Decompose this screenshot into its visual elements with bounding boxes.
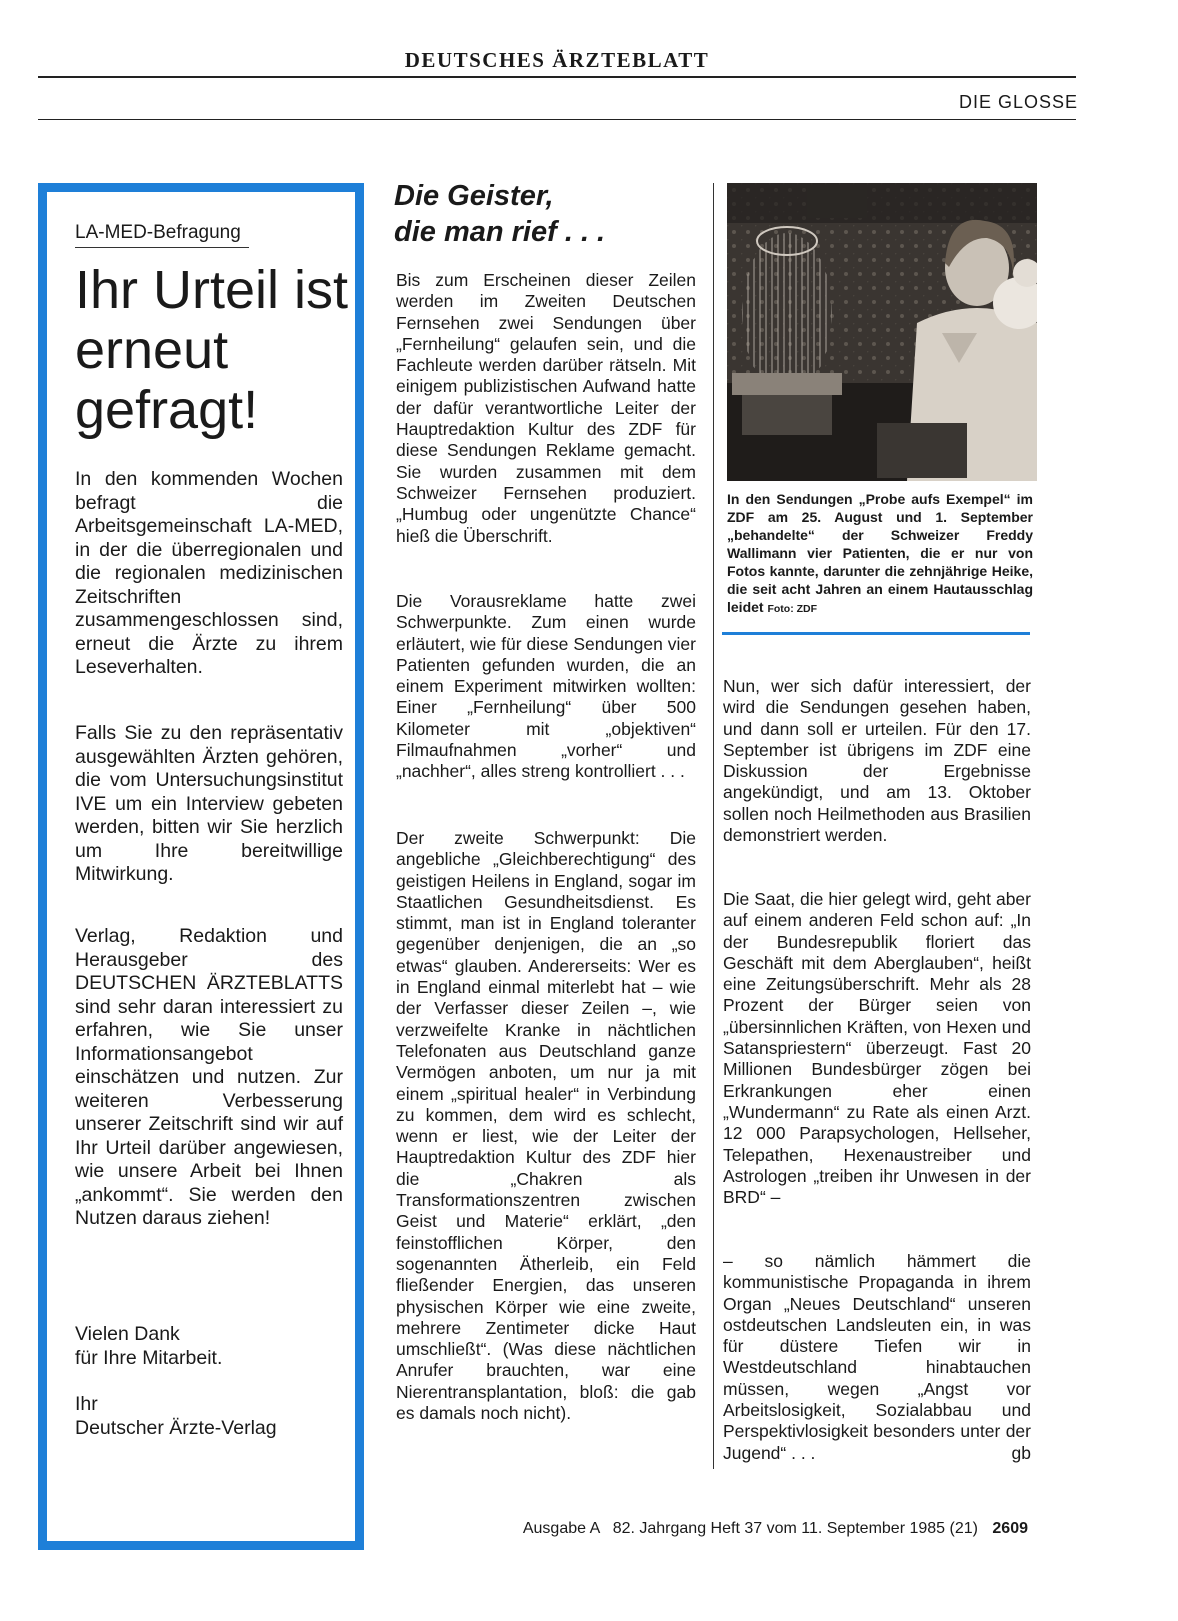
- article-title-line-2: die man rief . . .: [394, 216, 606, 248]
- article-paragraph-6-text: – so nämlich hämmert die kommunistische Propaganda in ihrem Organ „Neues Deutschland“ unseren ostdeutschen Landsleuten ein, in was für düstere Tiefen wir in Westdeutschland hinabtauchen müssen, wegen „Angst vor Arbeitslosigkeit, Sozialabbau und Perspektivlosigkeit besonders unter der Jugend“ . . .: [723, 1251, 1031, 1463]
- box-thanks: [75, 1323, 343, 1370]
- issue-info: Ausgabe A 82. Jahrgang Heft 37 vom 11. September 1985 (21): [522, 1520, 978, 1537]
- box-kicker: LA-MED-Befragung: [75, 222, 249, 248]
- article-paragraph-1: Bis zum Erscheinen dieser Zeilen werden im Zweiten Deutschen Fernsehen zwei Sendungen über „Fernheilung“ gelaufen sein, und die Fachleute werden darüber rätseln. Mit einigem publizistischen Aufwand hatte der dafür verantwortliche Leiter der Hauptredaktion Kultur des ZDF für diese Sendungen Reklame gemacht. Sie wurden zusammen mit dem Schweizer Fernsehen produziert. „Humbug oder ungenützte Chance“ hieß die Überschrift.: [396, 270, 696, 546]
- masthead: DEUTSCHES ÄRZTEBLATT: [404, 48, 710, 72]
- article-paragraph-6: [723, 1251, 1031, 1464]
- lamed-notice-box: [38, 183, 364, 1550]
- section-rule: [38, 119, 1076, 120]
- article-paragraph-4: Nun, wer sich dafür interessiert, der wird die Sendungen gesehen haben, und dann soll er urteilen. Für den 17. September ist übrigens im ZDF eine Diskussion der Ergebnisse angekündigt, und am 13. Oktober sollen noch Heilmethoden aus Brasilien demonstriert werden.: [723, 676, 1031, 846]
- article-photo: [727, 183, 1037, 481]
- article-paragraph-3: Der zweite Schwerpunkt: Die angebliche „Gleichberechtigung“ des geistigen Heilens in England, sogar im Staatlichen Gesundheitsdienst. Es stimmt, man ist in England toleranter gegenüber denjenigen, die an „so etwas“ glauben. Andererseits: Wer es in England einmal miterlebt hat – wie der Verfasser dieser Zeilen –, wie verzweifelte Kranke in nächtlichen Telefonaten aus Deutschland ganze Vermögen anboten, um nur ja mit einem „spiritual healer“ in Verbindung zu kommen, dem wird es schlecht, wenn er liest, wie der Leiter der Hauptredaktion Kultur des ZDF hier die „Chakren als Transformationszentren zwischen Geist und Materie“ erklärt, „den feinstofflichen Körper, den sogenannten Ätherleib, ein Feld fließender Energien, das unseren physischen Körper wie eine zweite, mehrere Zentimeter dicke Haut umschließt“. (Was diese nächtlichen Anrufer brauchten, war eine Nierentransplantation, bloß: die gab es damals noch nicht).: [396, 828, 696, 1424]
- box-signature: [75, 1393, 343, 1440]
- thanks-line-2: für Ihre Mitarbeit.: [75, 1346, 223, 1369]
- article-title-line-1: Die Geister,: [394, 180, 554, 212]
- caption-text: In den Sendungen „Probe aufs Exempel“ im ZDF am 25. August und 1. September „behandelte“ der Schweizer Freddy Wallimann vier Patienten, die er nur von Fotos kannte, darunter die zehnjährige Heike, die seit acht Jahren an einem Hautausschlag leidet: [727, 491, 1033, 615]
- box-paragraph-3: Verlag, Redaktion und Herausgeber des DEUTSCHEN ÄRZTEBLATTS sind sehr daran interessiert zu erfahren, wie Sie unser Informationsangebot einschätzen und nutzen. Zur weiteren Verbesserung unserer Zeitschrift sind wir auf Ihr Urteil darüber angewiesen, wie unsere Arbeit bei Ihnen „ankommt“. Sie werden den Nutzen daraus ziehen!: [75, 925, 343, 1229]
- signature-line-1: Ihr: [75, 1393, 98, 1415]
- masthead-rule: [38, 76, 1076, 78]
- page-footer: [523, 1520, 1028, 1538]
- article-paragraph-5: Die Saat, die hier gelegt wird, geht aber auf einem anderen Feld schon auf: „In der Bundesrepublik floriert das Geschäft mit dem Aberglauben“, heißt eine Zeitungsüberschrift. Mehr als 28 Prozent der Bürger seien von „übersinnlichen Kräften, von Hexen und Satanspriestern“ überzeugt. Fast 20 Millionen Bundesbürger zögen bei Erkrankungen eher einen „Wundermann“ zu Rate als einen Arzt. 12 000 Parapsychologen, Hellseher, Telepathen, Hexenaustreiber und Astrologen „treiben ihr Unwesen in der BRD“ –: [723, 889, 1031, 1208]
- photo-caption: [727, 490, 1033, 618]
- article-title: [394, 178, 605, 250]
- article-paragraph-2: Die Vorausreklame hatte zwei Schwerpunkte. Zum einen wurde erläutert, wie für diese Sendungen vier Patienten gefunden wurden, die an einem Experiment mitwirken wollten: Einer „Fernheilung“ über 500 Kilometer mit „objektiven“ Filmaufnahmen „vorher“ und „nachher“, alles streng kontrolliert . . .: [396, 591, 696, 782]
- signature-line-2: Deutscher Ärzte-Verlag: [75, 1416, 277, 1439]
- column-divider: [713, 183, 714, 1469]
- photo-credit: Foto: ZDF: [767, 603, 818, 615]
- thanks-line-1: Vielen Dank: [75, 1323, 180, 1345]
- box-paragraph-2: Falls Sie zu den repräsentativ ausgewählten Ärzten gehören, die vom Untersuchungsinstitut IVE um ein Interview gebeten werden, bitten wir Sie herzlich um Ihre bereitwillige Mitwirkung.: [75, 722, 343, 885]
- caption-rule: [722, 632, 1030, 635]
- section-label: DIE GLOSSE: [958, 92, 1078, 112]
- box-headline: Ihr Urteil ist erneut gefragt!: [75, 260, 349, 440]
- box-paragraph-1: In den kommenden Wochen befragt die Arbeitsgemeinschaft LA-MED, in der die überregionalen und die regionalen medizinischen Zeitschriften zusammengeschlossen sind, erneut die Ärzte zu ihrem Leseverhalten.: [75, 468, 343, 678]
- page-number: 2609: [992, 1520, 1028, 1537]
- photo-illustration: [727, 183, 1037, 481]
- author-initials: gb: [1011, 1442, 1031, 1463]
